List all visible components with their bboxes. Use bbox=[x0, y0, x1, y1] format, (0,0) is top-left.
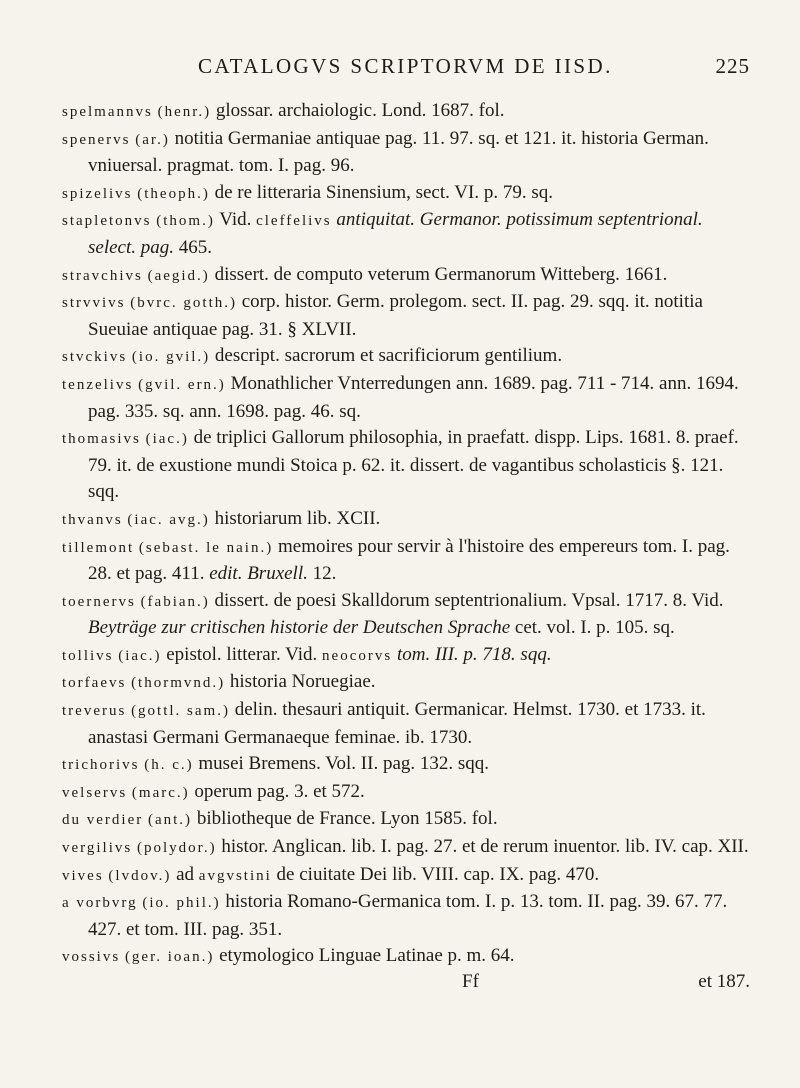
page-number: 225 bbox=[715, 54, 750, 78]
catalogue-entry: spenervs (ar.) notitia Germaniae antiquae pag. 11. 97. sq. et 121. it. historia German. vniuersal. pragmat. tom. I. pag. 96. bbox=[62, 127, 709, 177]
catalogue-entry: vossivs (ger. ioan.) etymologico Linguae Latinae p. m. 64. bbox=[62, 945, 515, 967]
catalogue-entries bbox=[62, 98, 750, 971]
catalogue-entry: trichorivs (h. c.) musei Bremens. Vol. II. pag. 132. sqq. bbox=[62, 753, 490, 775]
catalogue-entry: strvvivs (bvrc. gotth.) corp. histor. Germ. prolegom. sect. II. pag. 29. sqq. it. notitia Sueuiae antiquae pag. 31. § XLVII. bbox=[62, 291, 703, 340]
catalogue-entry: spizelivs (theoph.) de re litteraria Sinensium, sect. VI. p. 79. sq. bbox=[62, 181, 553, 203]
catalogue-entry: velservs (marc.) operum pag. 3. et 572. bbox=[62, 780, 365, 802]
catalogue-entry: vergilivs (polydor.) histor. Anglican. lib. I. pag. 27. et de rerum inuentor. lib. IV. cap. XII. bbox=[62, 836, 749, 858]
catalogue-entry: thomasivs (iac.) de triplici Gallorum philosophia, in praefatt. dispp. Lips. 1681. 8. praef. 79. it. de exustione mundi Stoica p. 62. it. dissert. de vagantibus scholasticis §. 121. sqq. bbox=[62, 427, 739, 503]
catalogue-entry: a vorbvrg (io. phil.) historia Romano-Germanica tom. I. p. 13. tom. II. pag. 39. 67. 77. 427. et tom. III. pag. 351. bbox=[62, 891, 728, 940]
catalogue-entry: treverus (gottl. sam.) delin. thesauri antiquit. Germanicar. Helmst. 1730. et 1733. it. anastasi Germani Germanaeque feminae. ib. 1730. bbox=[62, 699, 706, 748]
signature-mark: Ff bbox=[462, 971, 479, 992]
catalogue-entry: stapletonvs (thom.) Vid. cleffelivs antiquitat. Germanor. potissimum septentrional. select. pag. 465. bbox=[62, 209, 703, 258]
page-title: CATALOGVS SCRIPTORVM DE IISD. bbox=[198, 54, 613, 78]
catalogue-entry: tollivs (iac.) epistol. litterar. Vid. neocorvs tom. III. p. 718. sqq. bbox=[62, 643, 552, 665]
catalogue-entry: vives (lvdov.) ad avgvstini de ciuitate Dei lib. VIII. cap. IX. pag. 470. bbox=[62, 863, 600, 885]
page-footer bbox=[62, 971, 750, 998]
catalogue-entry: stvckivs (io. gvil.) descript. sacrorum et sacrificiorum gentilium. bbox=[62, 345, 563, 367]
running-head bbox=[62, 54, 750, 98]
catalogue-entry: du verdier (ant.) bibliotheque de France. Lyon 1585. fol. bbox=[62, 808, 498, 830]
catalogue-entry: thvanvs (iac. avg.) historiarum lib. XCII. bbox=[62, 507, 381, 529]
catalogue-entry: tenzelivs (gvil. ern.) Monathlicher Vnterredungen ann. 1689. pag. 711 - 714. ann. 1694. pag. 335. sq. ann. 1698. pag. 46. sq. bbox=[62, 372, 739, 422]
catalogue-entry: spelmannvs (henr.) glossar. archaiologic. Lond. 1687. fol. bbox=[62, 100, 505, 121]
catalogue-entry: stravchivs (aegid.) dissert. de computo veterum Germanorum Witteberg. 1661. bbox=[62, 263, 668, 285]
catchword: et 187. bbox=[698, 971, 750, 992]
catalogue-entry: toernervs (fabian.) dissert. de poesi Skalldorum septentrionalium. Vpsal. 1717. 8. Vid. Beyträge zur critischen historie der Deutschen Sprache cet. vol. I. p. 105. sq. bbox=[62, 589, 724, 639]
catalogue-entry: torfaevs (thormvnd.) historia Noruegiae. bbox=[62, 671, 376, 693]
catalogue-entry: tillemont (sebast. le nain.) memoires pour servir à l'histoire des empereurs tom. I. pag. 28. et pag. 411. edit. Bruxell. 12. bbox=[62, 535, 730, 585]
